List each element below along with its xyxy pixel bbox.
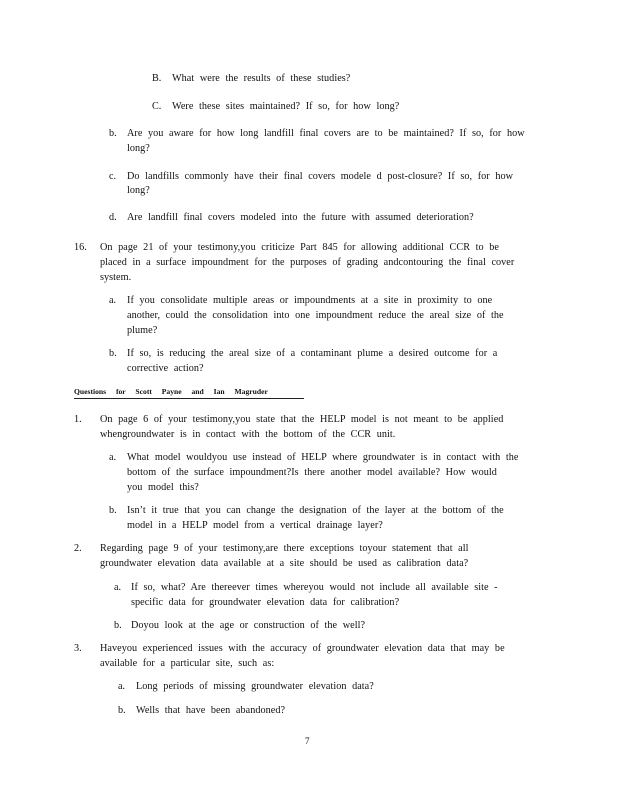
item-line: model in a HELP model from a vertical drainage layer?: [127, 520, 383, 531]
item-marker: a.: [118, 681, 126, 692]
item-marker: B.: [152, 73, 162, 84]
item-marker: b.: [109, 348, 117, 359]
question-number: 3.: [74, 643, 82, 654]
item-line: If so, is reducing the areal size of a contaminant plume a desired outcome for a: [127, 348, 498, 359]
item-line: On page 21 of your testimony,you criticize Part 845 for allowing additional CCR to be: [100, 242, 499, 253]
item-line: Haveyou experienced issues with the accuracy of groundwater elevation data that may be: [100, 643, 505, 654]
item-marker: b.: [118, 705, 126, 716]
item-line: long?: [127, 185, 150, 196]
question-number: 2.: [74, 543, 82, 554]
item-line: Regarding page 9 of your testimony,are there exceptions toyour statement that all: [100, 543, 469, 554]
item-line: If you consolidate multiple areas or impoundments at a site in proximity to one: [127, 295, 493, 306]
item-marker: a.: [109, 452, 117, 463]
item-line: groundwater elevation data available at a site should be used as calibration data?: [100, 558, 469, 569]
section-heading: Questions for Scott Payne and Ian Magruder: [74, 387, 268, 396]
item-line: On page 6 of your testimony,you state that the HELP model is not meant to be applied: [100, 414, 504, 425]
item-line: whengroundwater is in contact with the bottom of the CCR unit.: [100, 429, 396, 440]
item-line: another, could the consolidation into one impoundment reduce the areal size of the: [127, 310, 504, 321]
item-marker: b.: [114, 620, 122, 631]
item-line: Do landfills commonly have their final covers modele d post-closure? If so, for how: [127, 171, 514, 182]
item-line: Are landfill final covers modeled into the future with assumed deterioration?: [127, 212, 474, 223]
page-number: 7: [305, 736, 310, 746]
item-line: system.: [100, 272, 132, 283]
item-line: Wells that have been abandoned?: [136, 705, 286, 716]
item-line: you model this?: [127, 482, 199, 493]
item-line: placed in a surface impoundment for the purposes of grading andcontouring the final cover: [100, 257, 515, 268]
item-marker: b.: [109, 505, 117, 516]
question-number: 1.: [74, 414, 82, 425]
question-number: 16.: [74, 242, 87, 253]
section-heading-underline: [74, 398, 304, 399]
item-line: Are you aware for how long landfill final covers are to be maintained? If so, for how: [127, 128, 525, 139]
item-marker: a.: [114, 582, 122, 593]
item-line: long?: [127, 143, 150, 154]
item-line: What were the results of these studies?: [172, 73, 351, 84]
item-marker: c.: [109, 171, 117, 182]
item-line: bottom of the surface impoundment?Is there another model available? How would: [127, 467, 497, 478]
item-line: What model wouldyou use instead of HELP where groundwater is in contact with the: [127, 452, 519, 463]
item-line: specific data for groundwater elevation data for calibration?: [131, 597, 400, 608]
item-line: Long periods of missing groundwater elevation data?: [136, 681, 374, 692]
item-line: If so, what? Are thereever times whereyou would not include all available site -: [131, 582, 498, 593]
item-line: Were these sites maintained? If so, for how long?: [172, 101, 400, 112]
item-line: available for a particular site, such as:: [100, 658, 275, 669]
item-marker: a.: [109, 295, 117, 306]
item-marker: C.: [152, 101, 162, 112]
item-line: Isn’t it true that you can change the designation of the layer at the bottom of the: [127, 505, 504, 516]
item-line: Doyou look at the age or construction of the well?: [131, 620, 366, 631]
item-line: plume?: [127, 325, 158, 336]
item-marker: b.: [109, 128, 117, 139]
item-line: corrective action?: [127, 363, 204, 374]
item-marker: d.: [109, 212, 117, 223]
